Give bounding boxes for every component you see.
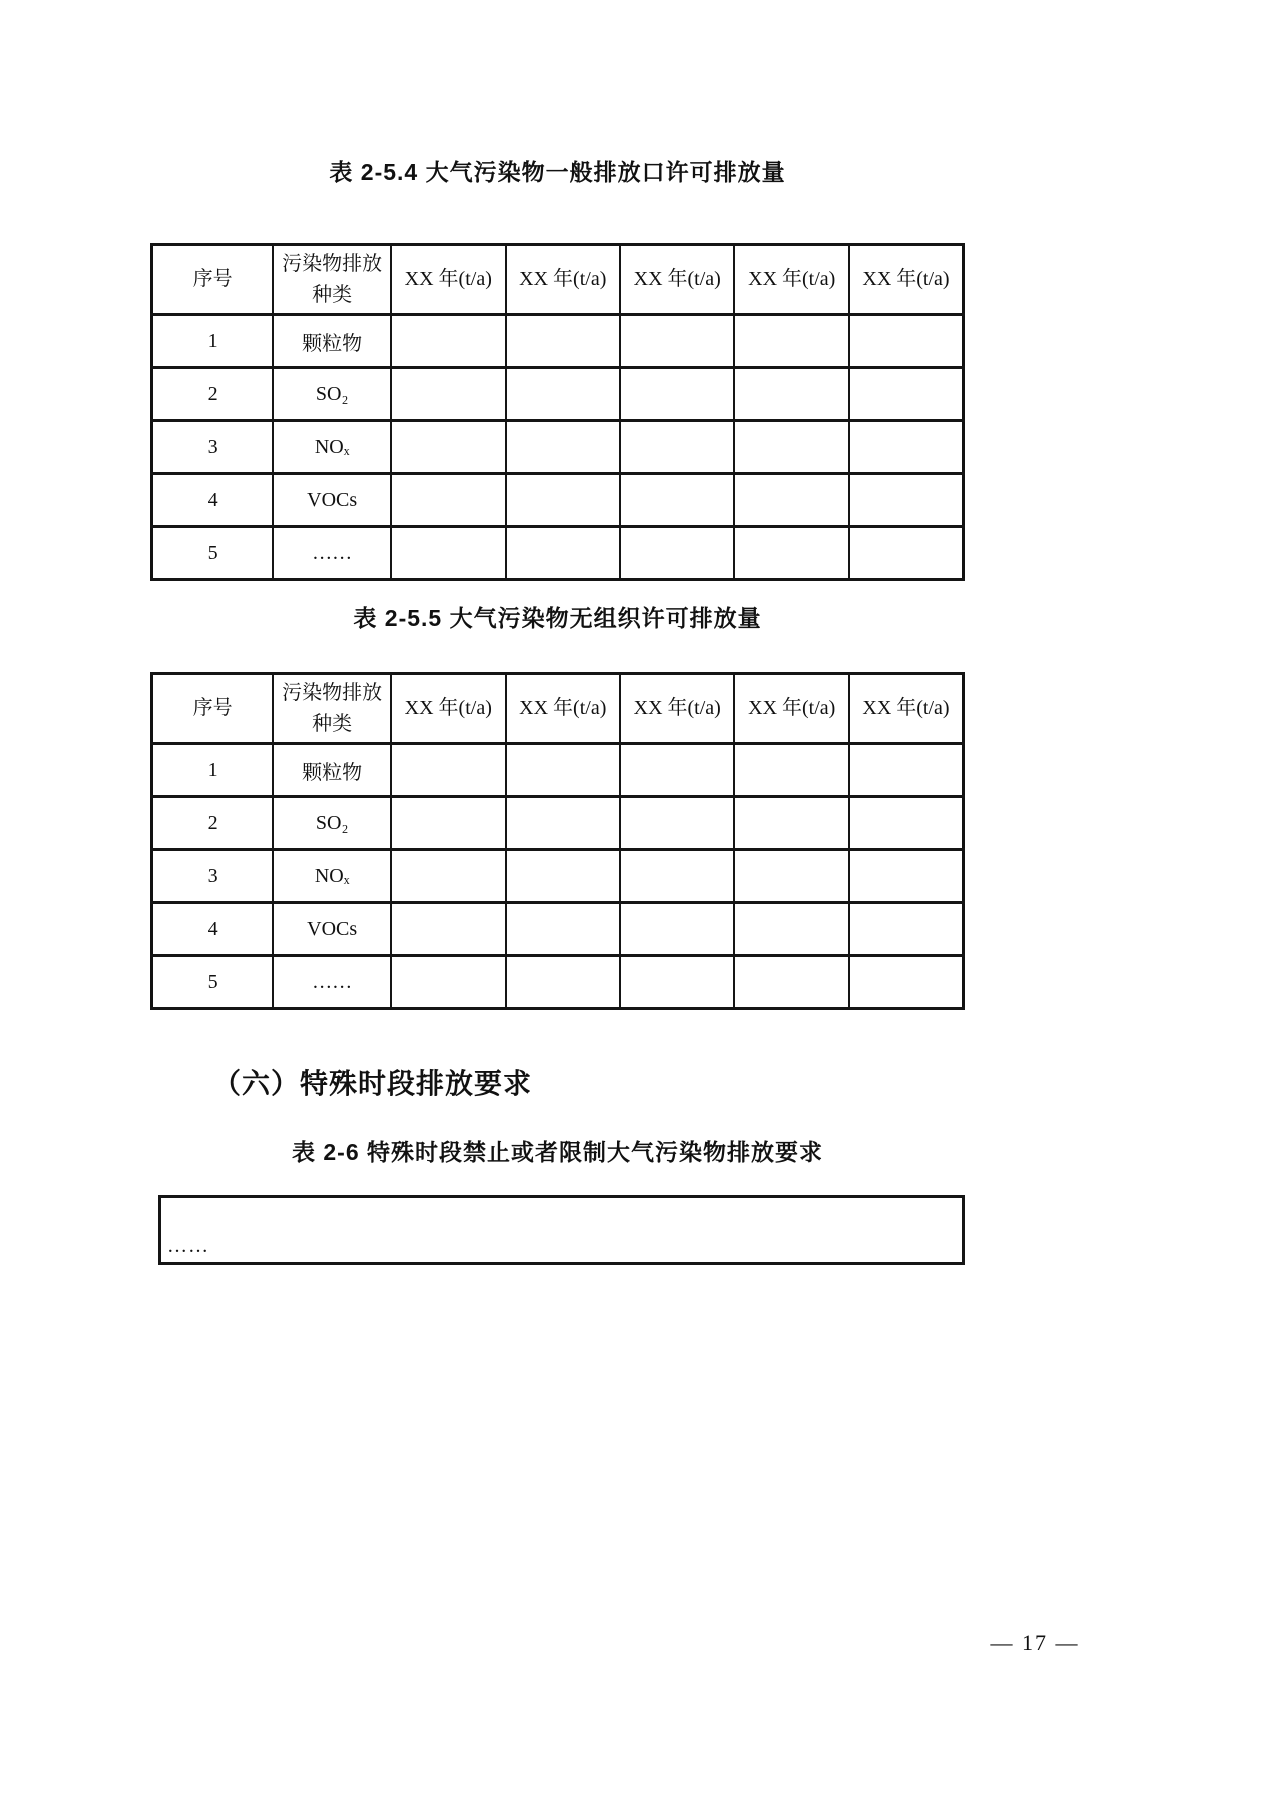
column-header xyxy=(506,674,620,744)
column-header xyxy=(849,674,964,744)
emission-value-cell xyxy=(391,744,505,797)
pollutant-type-cell: 颗粒物 xyxy=(273,315,391,368)
table-row xyxy=(152,850,964,903)
pollutant-type-cell: …… xyxy=(273,956,391,1009)
column-header xyxy=(391,245,505,315)
emission-value-cell xyxy=(620,850,734,903)
table-2-5-5-title: 表 2-5.5 大气污染物无组织许可排放量 xyxy=(353,605,762,631)
table-row xyxy=(152,368,964,421)
emission-value-cell xyxy=(391,850,505,903)
table-row xyxy=(152,315,964,368)
column-header xyxy=(620,245,734,315)
column-header-label: XX 年(t/a) xyxy=(748,697,836,719)
emission-value-cell xyxy=(734,421,848,474)
row-index-cell: 4 xyxy=(152,903,274,956)
emission-value-cell xyxy=(620,315,734,368)
row-index-cell: 3 xyxy=(152,850,274,903)
column-header xyxy=(734,245,848,315)
emission-value-cell xyxy=(734,903,848,956)
column-header xyxy=(506,245,620,315)
pollutant-type-cell: NOₓ xyxy=(273,850,391,903)
emission-value-cell xyxy=(734,850,848,903)
table-row xyxy=(152,797,964,850)
pollutant-type-cell: VOCs xyxy=(273,474,391,527)
emission-value-cell xyxy=(506,903,620,956)
emission-value-cell xyxy=(734,797,848,850)
table-2-5-5 xyxy=(150,672,965,1010)
emission-value-cell xyxy=(391,527,505,580)
emission-value-cell xyxy=(506,315,620,368)
emission-value-cell xyxy=(849,315,964,368)
table-2-5-4 xyxy=(150,243,965,581)
emission-value-cell xyxy=(506,368,620,421)
column-header-label: XX 年(t/a) xyxy=(862,697,950,719)
emission-value-cell xyxy=(849,421,964,474)
column-header-label: XX 年(t/a) xyxy=(404,697,492,719)
column-header xyxy=(620,674,734,744)
table-2-6-box xyxy=(158,1195,965,1265)
emission-value-cell xyxy=(734,315,848,368)
column-header-label: XX 年(t/a) xyxy=(748,268,836,290)
column-header xyxy=(734,674,848,744)
emission-value-cell xyxy=(849,744,964,797)
emission-value-cell xyxy=(506,744,620,797)
table-2-6-title: 表 2-6 特殊时段禁止或者限制大气污染物排放要求 xyxy=(291,1139,824,1165)
emission-value-cell xyxy=(849,797,964,850)
table-row xyxy=(152,903,964,956)
emission-value-cell xyxy=(506,956,620,1009)
column-header xyxy=(273,674,391,744)
emission-value-cell xyxy=(391,368,505,421)
column-header-label: XX 年(t/a) xyxy=(519,697,607,719)
column-header xyxy=(391,674,505,744)
column-header xyxy=(849,245,964,315)
ellipsis-text: …… xyxy=(167,1235,209,1257)
emission-value-cell xyxy=(849,956,964,1009)
column-header xyxy=(152,245,274,315)
column-header-label: XX 年(t/a) xyxy=(404,268,492,290)
table-row xyxy=(152,744,964,797)
emission-value-cell xyxy=(391,956,505,1009)
pollutant-type-cell: SO₂ xyxy=(273,797,391,850)
column-header-label: XX 年(t/a) xyxy=(862,268,950,290)
column-header-label: XX 年(t/a) xyxy=(519,268,607,290)
emission-value-cell xyxy=(734,956,848,1009)
pollutant-type-cell: VOCs xyxy=(273,903,391,956)
emission-value-cell xyxy=(506,474,620,527)
emission-value-cell xyxy=(620,368,734,421)
emission-value-cell xyxy=(849,850,964,903)
section-heading-special-periods: （六）特殊时段排放要求 xyxy=(213,1068,533,1099)
emission-value-cell xyxy=(734,368,848,421)
table-2-5-4-title: 表 2-5.4 大气污染物一般排放口许可排放量 xyxy=(329,159,786,185)
row-index-cell: 4 xyxy=(152,474,274,527)
emission-value-cell xyxy=(391,315,505,368)
emission-value-cell xyxy=(849,368,964,421)
column-header-label: XX 年(t/a) xyxy=(633,268,721,290)
emission-value-cell xyxy=(620,797,734,850)
pollutant-type-cell: NOₓ xyxy=(273,421,391,474)
emission-value-cell xyxy=(620,903,734,956)
column-header-label: XX 年(t/a) xyxy=(633,697,721,719)
emission-value-cell xyxy=(849,527,964,580)
column-header xyxy=(273,245,391,315)
emission-value-cell xyxy=(391,421,505,474)
emission-value-cell xyxy=(734,527,848,580)
emission-value-cell xyxy=(620,474,734,527)
column-header-label: 污染物排放种类 xyxy=(282,252,383,306)
row-index-cell: 1 xyxy=(152,744,274,797)
header-row xyxy=(152,674,964,744)
emission-value-cell xyxy=(620,527,734,580)
pollutant-type-cell: …… xyxy=(273,527,391,580)
pollutant-type-cell: SO₂ xyxy=(273,368,391,421)
row-index-cell: 2 xyxy=(152,368,274,421)
emission-value-cell xyxy=(620,956,734,1009)
header-row xyxy=(152,245,964,315)
emission-value-cell xyxy=(849,903,964,956)
emission-value-cell xyxy=(620,744,734,797)
column-header-label: 污染物排放种类 xyxy=(282,681,383,735)
page-number: — 17 — xyxy=(990,1630,1080,1655)
row-index-cell: 1 xyxy=(152,315,274,368)
row-index-cell: 2 xyxy=(152,797,274,850)
column-header xyxy=(152,674,274,744)
emission-value-cell xyxy=(620,421,734,474)
column-header-label: 序号 xyxy=(192,697,233,719)
row-index-cell: 5 xyxy=(152,527,274,580)
table-row xyxy=(152,421,964,474)
column-header-label: 序号 xyxy=(192,268,233,290)
emission-value-cell xyxy=(391,903,505,956)
emission-value-cell xyxy=(506,850,620,903)
emission-value-cell xyxy=(506,797,620,850)
row-index-cell: 5 xyxy=(152,956,274,1009)
emission-value-cell xyxy=(734,744,848,797)
emission-value-cell xyxy=(506,527,620,580)
row-index-cell: 3 xyxy=(152,421,274,474)
emission-value-cell xyxy=(391,797,505,850)
pollutant-type-cell: 颗粒物 xyxy=(273,744,391,797)
emission-value-cell xyxy=(391,474,505,527)
emission-value-cell xyxy=(849,474,964,527)
emission-value-cell xyxy=(734,474,848,527)
emission-value-cell xyxy=(506,421,620,474)
table-row xyxy=(152,956,964,1009)
table-row xyxy=(152,474,964,527)
table-row xyxy=(152,527,964,580)
